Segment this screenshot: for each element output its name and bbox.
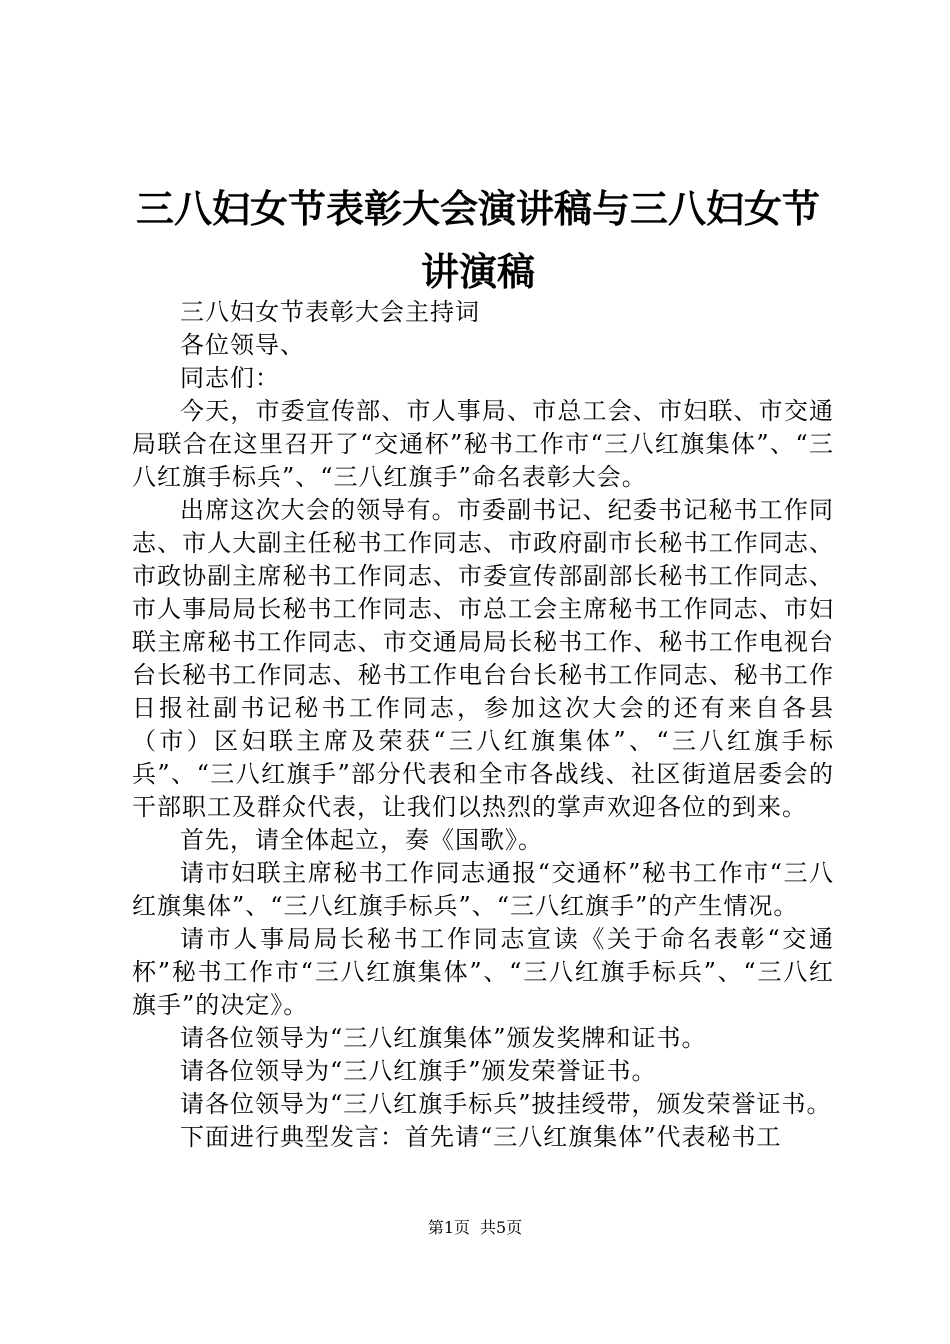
- paragraph: 三八妇女节表彰大会主持词: [180, 298, 480, 326]
- paragraph: 出席这次大会的领导有。市委副书记、纪委书记秘书工作同志、市人大副主任秘书工作同志、市政府副市长秘书工作同志、市政协副主席秘书工作同志、市委宣传部副部长秘书工作同志、市人事局局长秘书工作同志、市总工会主席秘书工作同志、市妇联主席秘书工作同志、市交通局局长秘书工作、秘书工作电视台台长秘书工作同志、秘书工作电台台长秘书工作同志、秘书工作日报社副书记秘书工作同志，参加这次大会的还有来自各县（市）区妇联主席及荣获“三八红旗集体”、“三八红旗手标兵”、“三八红旗手”部分代表和全市各战线、社区街道居委会的干部职工及群众代表，让我们以热烈的掌声欢迎各位的到来。: [132, 496, 834, 821]
- paragraph: 请各位领导为“三八红旗集体”颁发奖牌和证书。: [180, 1024, 707, 1052]
- page-total: 共5页: [480, 1218, 523, 1237]
- paragraph: 下面进行典型发言：首先请“三八红旗集体”代表秘书工: [180, 1123, 782, 1151]
- document-title: 三八妇女节表彰大会演讲稿与三八妇女节讲演稿: [135, 187, 820, 294]
- page-number: 第1页: [427, 1218, 470, 1237]
- paragraph: 首先，请全体起立，奏《国歌》。: [180, 826, 543, 854]
- paragraph: 请各位领导为“三八红旗手标兵”披挂绶带，颁发荣誉证书。: [180, 1090, 832, 1118]
- paragraph: 同志们：: [180, 364, 280, 392]
- paragraph: 请市人事局局长秘书工作同志宣读《关于命名表彰“交通杯”秘书工作市“三八红旗集体”、“三八红旗手标兵”、“三八红旗手”的决定》。: [132, 925, 834, 1019]
- page-footer: [0, 1218, 950, 1238]
- paragraph: 请各位领导为“三八红旗手”颁发荣誉证书。: [180, 1057, 657, 1085]
- document-body: [132, 296, 834, 1154]
- paragraph: 各位领导、: [180, 331, 305, 359]
- paragraph: 请市妇联主席秘书工作同志通报“交通杯”秘书工作市“三八红旗集体”、“三八红旗手标兵”、“三八红旗手”的产生情况。: [132, 859, 834, 920]
- paragraph: 今天，市委宣传部、市人事局、市总工会、市妇联、市交通局联合在这里召开了“交通杯”秘书工作市“三八红旗集体”、“三八红旗手标兵”、“三八红旗手”命名表彰大会。: [132, 397, 834, 491]
